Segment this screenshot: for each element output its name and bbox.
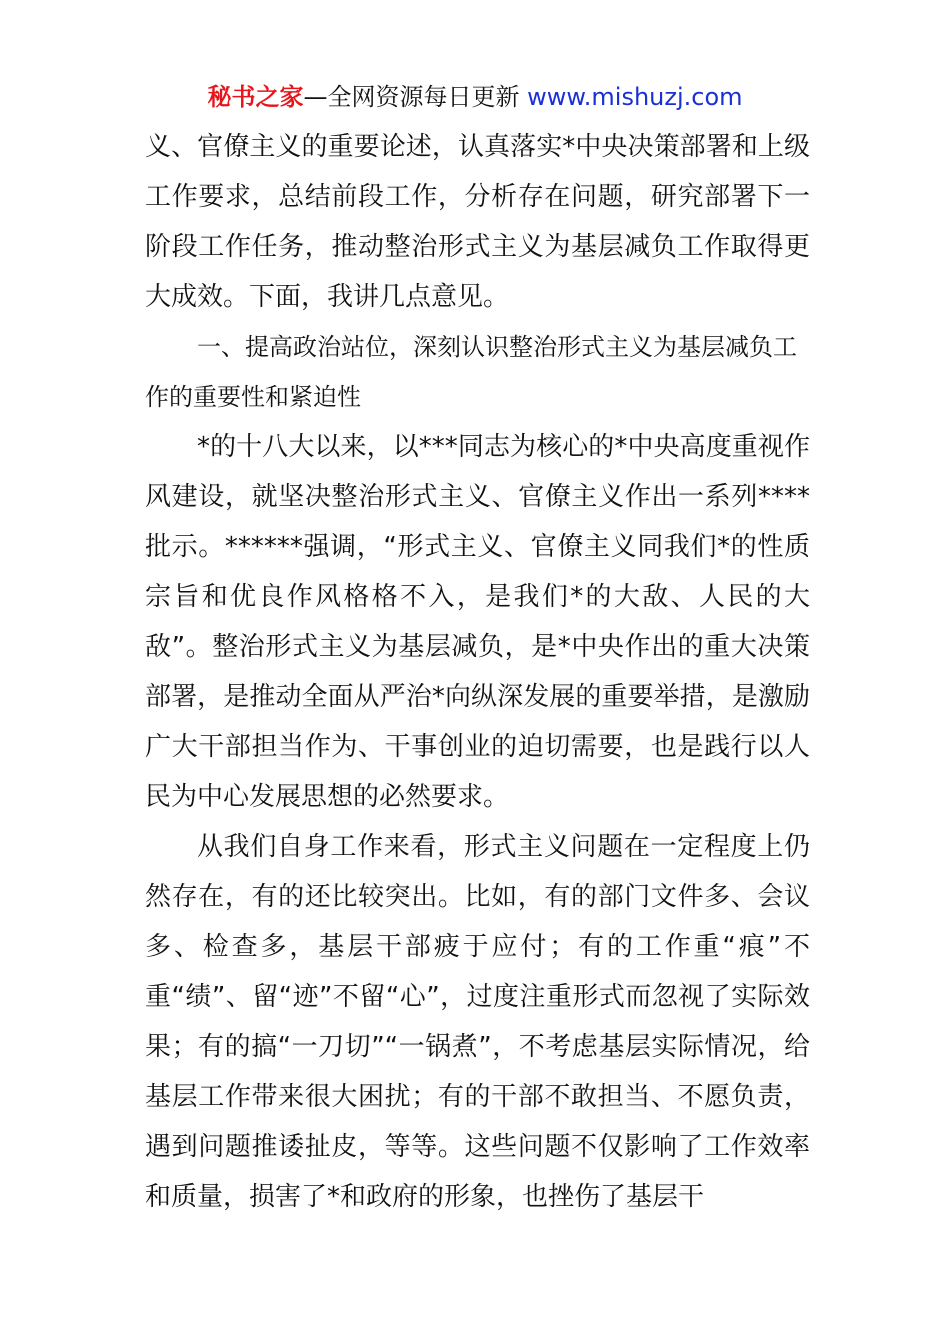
paragraph-continuation: 义、官僚主义的重要论述，认真落实*中央决策部署和上级工作要求，总结前段工作，分析存在问题，研究部署下一阶段工作任务，推动整治形式主义为基层减负工作取得更大成效。下面，我讲几点意见。	[145, 132, 810, 312]
site-url-link[interactable]: www.mishuzj.com	[527, 83, 743, 111]
section-heading: 一、提高政治站位，深刻认识整治形式主义为基层减负工作的重要性和紧迫性	[145, 333, 797, 411]
paragraph-problems: 从我们自身工作来看，形式主义问题在一定程度上仍然存在，有的还比较突出。比如，有的部门文件多、会议多、检查多，基层干部疲于应付；有的工作重“痕”不重“绩”、留“迹”不留“心”，过度注重形式而忽视了实际效果；有的搞“一刀切”“一锅煮”，不考虑基层实际情况，给基层工作带来很大困扰；有的干部不敢担当、不愿负责，遇到问题推诿扯皮，等等。这些问题不仅影响了工作效率和质量，损害了*和政府的形象，也挫伤了基层干	[145, 832, 810, 1212]
site-header	[0, 80, 950, 114]
site-brand: 秘书之家	[207, 83, 304, 111]
paragraph-background: *的十八大以来，以***同志为核心的*中央高度重视作风建设，就坚决整治形式主义、官僚主义作出一系列****批示。******强调，“形式主义、官僚主义同我们*的性质宗旨和优良作风格格不入，是我们*的大敌、人民的大敌”。整治形式主义为基层减负，是*中央作出的重大决策部署，是推动全面从严治*向纵深发展的重要举措，是激励广大干部担当作为、干事创业的迫切需要，也是践行以人民为中心发展思想的必然要求。	[145, 432, 810, 812]
site-tagline: —全网资源每日更新	[303, 83, 528, 111]
document-body	[145, 122, 810, 1222]
